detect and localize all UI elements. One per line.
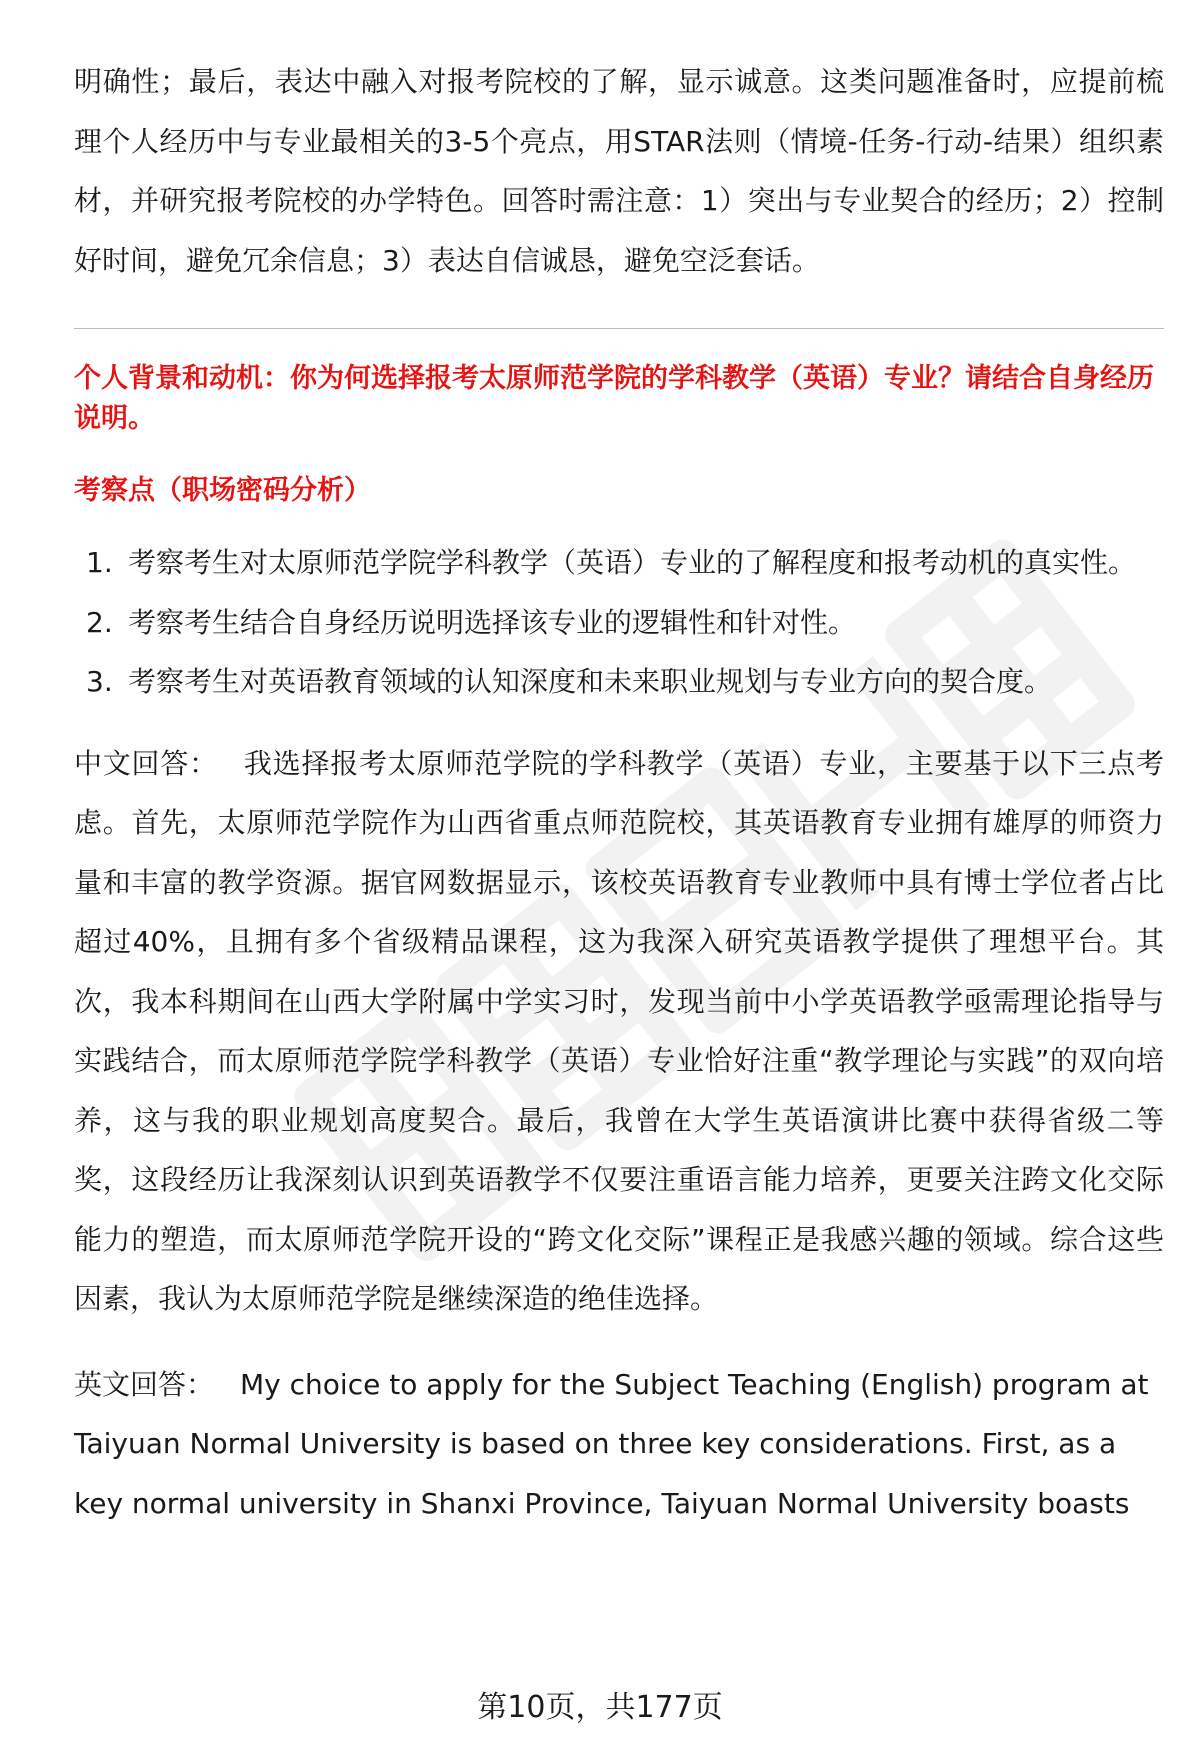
chinese-answer-text: 我选择报考太原师范学院的学科教学（英语）专业，主要基于以下三点考虑。首先，太原师范学院作为山西省重点师范院校，其英语教育专业拥有雄厚的师资力量和丰富的教学资源。据官网数据显示，该校英语教育专业教师中具有博士学位者占比超过40%，且拥有多个省级精品课程，这为我深入研究英语教学提供了理想平台。其次，我本科期间在山西大学附属中学实习时，发现当前中小学英语教学亟需理论指导与实践结合，而太原师范学院学科教学（英语）专业恰好注重“教学理论与实践”的双向培养，这与我的职业规划高度契合。最后，我曾在大学生英语演讲比赛中获得省级二等奖，这段经历让我深刻认识到英语教学不仅要注重语言能力培养，更要关注跨文化交际能力的塑造，而太原师范学院开设的“跨文化交际”课程正是我感兴趣的领域。综合这些因素，我认为太原师范学院是继续深造的绝佳选择。 <box>74 746 1164 1315</box>
list-text: 考察考生结合自身经历说明选择该专业的逻辑性和针对性。 <box>128 605 857 639</box>
section-divider <box>74 328 1164 329</box>
english-answer-label: 英文回答： <box>74 1367 215 1401</box>
chinese-answer <box>74 734 1164 1329</box>
list-item <box>74 652 1164 712</box>
chinese-answer-label: 中文回答： <box>74 746 218 780</box>
assessment-list <box>74 533 1164 712</box>
question-heading: 个人背景和动机：你为何选择报考太原师范学院的学科教学（英语）专业？请结合自身经历说明。 <box>74 363 1154 434</box>
intro-paragraph: 明确性；最后，表达中融入对报考院校的了解，显示诚意。这类问题准备时，应提前梳理个人经历中与专业最相关的3-5个亮点，用STAR法则（情境-任务-行动-结果）组织素材，并研究报考院校的办学特色。回答时需注意：1）突出与专业契合的经历；2）控制好时间，避免冗余信息；3）表达自信诚恳，避免空泛套话。 <box>74 65 1164 277</box>
page-content <box>74 52 1164 1533</box>
english-answer-text: My choice to apply for the Subject Teaching (English) program at Taiyuan Normal University is based on three key considerations. First, as a key normal university in Shanxi Province, Taiyuan Normal University boasts <box>74 1367 1149 1520</box>
list-text: 考察考生对太原师范学院学科教学（英语）专业的了解程度和报考动机的真实性。 <box>128 546 1137 579</box>
list-number: 1. <box>86 546 113 579</box>
list-item <box>74 593 1164 653</box>
list-number: 3. <box>86 665 113 698</box>
list-text: 考察考生对英语教育领域的认知深度和未来职业规划与专业方向的契合度。 <box>128 665 1053 698</box>
english-answer <box>74 1355 1164 1534</box>
list-item <box>74 533 1164 593</box>
page-footer: 第10页，共177页 <box>477 1690 723 1725</box>
list-number: 2. <box>86 605 113 639</box>
assessment-heading: 考察点（职场密码分析） <box>74 475 371 506</box>
